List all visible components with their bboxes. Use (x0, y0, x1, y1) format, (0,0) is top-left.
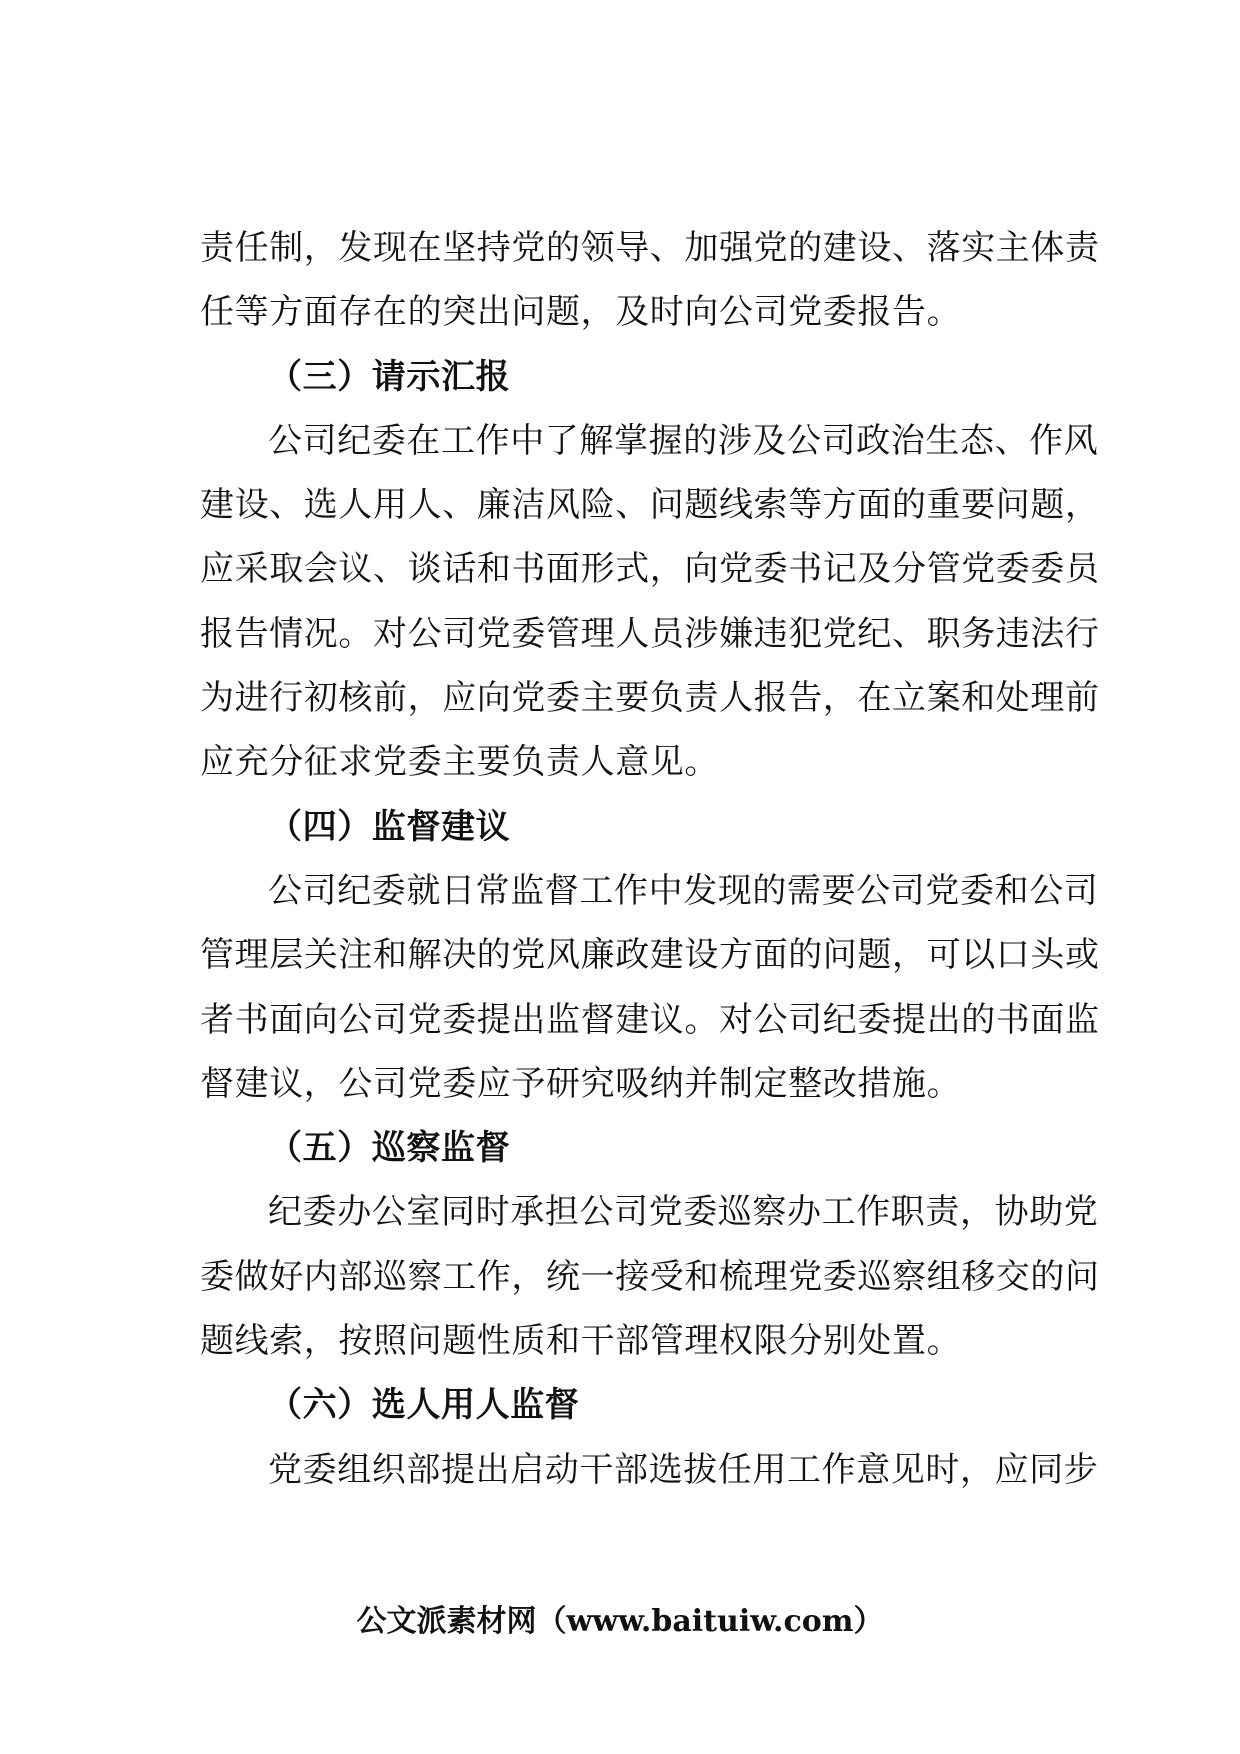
text-line: 为进行初核前，应向党委主要负责人报告，在立案和处理前 (200, 678, 1100, 719)
text-line: 应充分征求党委主要负责人意见。 (200, 742, 719, 783)
text-line: 者书面向公司党委提出监督建议。对公司纪委提出的书面监 (200, 999, 1100, 1040)
text-line: 任等方面存在的突出问题，及时向公司党委报告。 (200, 292, 962, 333)
text-line: 公司纪委就日常监督工作中发现的需要公司党委和公司 (268, 870, 1099, 911)
text-line: 督建议，公司党委应予研究吸纳并制定整改措施。 (200, 1063, 962, 1104)
section-heading-3: （三）请示汇报 (268, 356, 511, 397)
section-heading-5: （五）巡察监督 (268, 1128, 511, 1169)
text-line: 建设、选人用人、廉洁风险、问题线索等方面的重要问题， (200, 485, 1100, 526)
text-line: 公司纪委在工作中了解掌握的涉及公司政治生态、作风 (268, 420, 1099, 461)
paragraph-1 (200, 216, 1100, 345)
text-line: 党委组织部提出启动干部选拔任用工作意见时，应同步 (268, 1449, 1099, 1490)
document-page (200, 216, 1100, 1502)
paragraph-3 (200, 859, 1100, 1116)
section-heading-6: （六）选人用人监督 (268, 1385, 580, 1426)
text-line: 纪委办公室同时承担公司党委巡察办工作职责，协助党 (268, 1192, 1099, 1233)
text-line: 管理层关注和解决的党风廉政建设方面的问题，可以口头或 (200, 935, 1100, 976)
text-line: 题线索，按照问题性质和干部管理权限分别处置。 (200, 1321, 962, 1362)
text-line: 报告情况。对公司党委管理人员涉嫌违犯党纪、职务违法行 (200, 613, 1100, 654)
text-line: 责任制，发现在坚持党的领导、加强党的建设、落实主体责 (200, 228, 1100, 268)
paragraph-5 (200, 1438, 1099, 1502)
text-line: 委做好内部巡察工作，统一接受和梳理党委巡察组移交的问 (200, 1256, 1100, 1297)
text-line: 应采取会议、谈话和书面形式，向党委书记及分管党委委员 (200, 549, 1100, 590)
footer-watermark: 公文派素材网（www.baituiw.com） (356, 1604, 884, 1639)
section-heading-4: （四）监督建议 (268, 806, 511, 847)
paragraph-4 (200, 1180, 1100, 1373)
paragraph-2 (200, 409, 1100, 795)
